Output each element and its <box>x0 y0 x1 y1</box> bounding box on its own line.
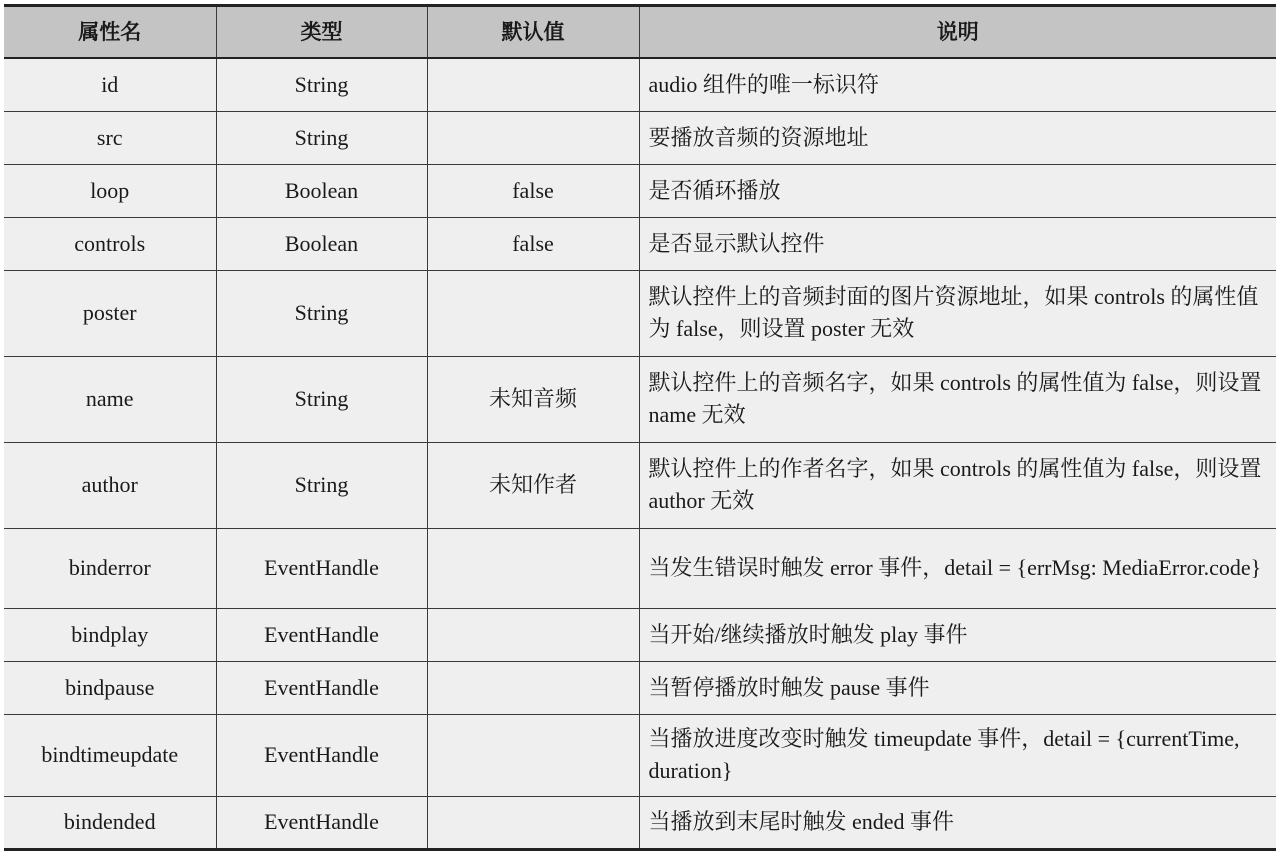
cell-description: 当开始/继续播放时触发 play 事件 <box>639 608 1276 661</box>
cell-description: 默认控件上的音频封面的图片资源地址，如果 controls 的属性值为 false，则设置 poster 无效 <box>639 270 1276 356</box>
table-row <box>4 111 1276 164</box>
cell-type: EventHandle <box>216 608 427 661</box>
cell-default <box>427 528 639 608</box>
cell-type: EventHandle <box>216 796 427 849</box>
cell-attr-name: loop <box>4 164 216 217</box>
cell-type: String <box>216 442 427 528</box>
cell-description: 当暂停播放时触发 pause 事件 <box>639 661 1276 714</box>
table-row <box>4 442 1276 528</box>
cell-default <box>427 111 639 164</box>
cell-description: 当播放进度改变时触发 timeupdate 事件，detail = {currentTime, duration} <box>639 714 1276 796</box>
cell-attr-name: src <box>4 111 216 164</box>
table-row <box>4 528 1276 608</box>
cell-description: 是否显示默认控件 <box>639 217 1276 270</box>
cell-default: false <box>427 217 639 270</box>
cell-description: 默认控件上的作者名字，如果 controls 的属性值为 false，则设置 author 无效 <box>639 442 1276 528</box>
cell-default: false <box>427 164 639 217</box>
cell-type: String <box>216 356 427 442</box>
table-body <box>4 58 1276 849</box>
table-row <box>4 58 1276 111</box>
cell-attr-name: author <box>4 442 216 528</box>
table-row <box>4 217 1276 270</box>
cell-type: Boolean <box>216 217 427 270</box>
cell-attr-name: bindplay <box>4 608 216 661</box>
cell-attr-name: bindended <box>4 796 216 849</box>
cell-type: String <box>216 270 427 356</box>
header-row <box>4 6 1276 59</box>
table-row <box>4 796 1276 849</box>
cell-type: EventHandle <box>216 714 427 796</box>
table-row <box>4 714 1276 796</box>
cell-default <box>427 661 639 714</box>
header-type: 类型 <box>216 6 427 59</box>
cell-attr-name: bindpause <box>4 661 216 714</box>
cell-type: EventHandle <box>216 661 427 714</box>
cell-default <box>427 714 639 796</box>
cell-type: String <box>216 58 427 111</box>
cell-description: audio 组件的唯一标识符 <box>639 58 1276 111</box>
cell-type: Boolean <box>216 164 427 217</box>
cell-description: 当发生错误时触发 error 事件，detail = {errMsg: MediaError.code} <box>639 528 1276 608</box>
cell-default <box>427 796 639 849</box>
table-header <box>4 6 1276 59</box>
cell-description: 默认控件上的音频名字，如果 controls 的属性值为 false，则设置 name 无效 <box>639 356 1276 442</box>
header-attr-name: 属性名 <box>4 6 216 59</box>
cell-default <box>427 270 639 356</box>
cell-attr-name: bindtimeupdate <box>4 714 216 796</box>
header-description: 说明 <box>639 6 1276 59</box>
table-row <box>4 270 1276 356</box>
cell-type: String <box>216 111 427 164</box>
attribute-table <box>4 4 1276 851</box>
cell-attr-name: binderror <box>4 528 216 608</box>
table-row <box>4 356 1276 442</box>
table-row <box>4 608 1276 661</box>
cell-description: 是否循环播放 <box>639 164 1276 217</box>
table-row <box>4 164 1276 217</box>
cell-type: EventHandle <box>216 528 427 608</box>
cell-attr-name: id <box>4 58 216 111</box>
cell-default <box>427 58 639 111</box>
cell-default: 未知作者 <box>427 442 639 528</box>
header-default: 默认值 <box>427 6 639 59</box>
cell-attr-name: name <box>4 356 216 442</box>
cell-default: 未知音频 <box>427 356 639 442</box>
cell-description: 要播放音频的资源地址 <box>639 111 1276 164</box>
table-row <box>4 661 1276 714</box>
cell-attr-name: controls <box>4 217 216 270</box>
cell-default <box>427 608 639 661</box>
cell-attr-name: poster <box>4 270 216 356</box>
cell-description: 当播放到末尾时触发 ended 事件 <box>639 796 1276 849</box>
